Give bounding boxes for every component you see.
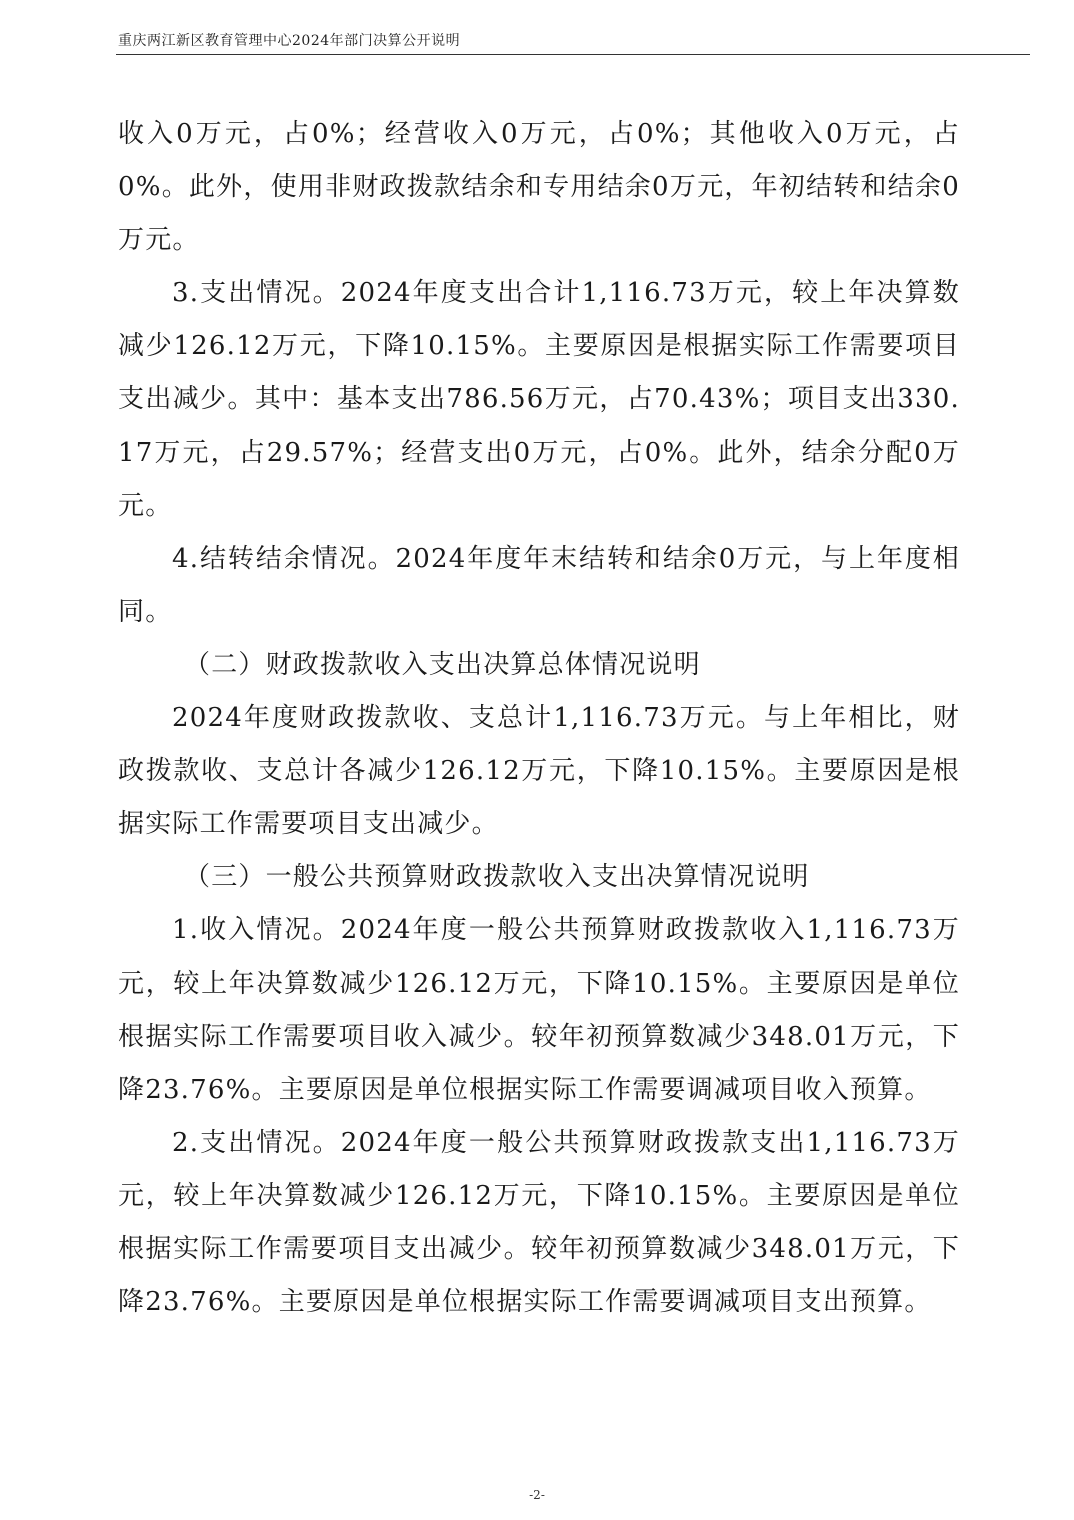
paragraph-fiscal-overall: 2024年度财政拨款收、支总计1,116.73万元。与上年相比，财政拨款收、支总计各减少126.12万元，下降10.15%。主要原因是根据实际工作需要项目支出减少。 bbox=[118, 703, 960, 840]
section-heading-general-budget: （三）一般公共预算财政拨款收入支出决算情况说明 bbox=[184, 862, 810, 893]
paragraph-general-budget-expenditure: 2.支出情况。2024年度一般公共预算财政拨款支出1,116.73万元，较上年决算数减少126.12万元，下降10.15%。主要原因是单位根据实际工作需要项目支出减少。较年初预算数减少348.01万元，下降23.76%。主要原因是单位根据实际工作需要调减项目支出预算。 bbox=[118, 1127, 960, 1318]
section-heading-fiscal-overall: （二）财政拨款收入支出决算总体情况说明 bbox=[184, 649, 701, 680]
paragraph-general-budget-income: 1.收入情况。2024年度一般公共预算财政拨款收入1,116.73万元，较上年决算数减少126.12万元，下降10.15%。主要原因是单位根据实际工作需要项目收入减少。较年初预算数减少348.01万元，下降23.76%。主要原因是单位根据实际工作需要调减项目收入预算。 bbox=[118, 915, 960, 1105]
paragraph-expenditure-situation: 3.支出情况。2024年度支出合计1,116.73万元，较上年决算数减少126.12万元，下降10.15%。主要原因是根据实际工作需要项目支出减少。其中：基本支出786.56万元，占70.43%；项目支出330.17万元，占29.57%；经营支出0万元，占0%。此外，结余分配0万元。 bbox=[118, 278, 960, 521]
paragraph-carryover-situation: 4.结转结余情况。2024年度年末结转和结余0万元，与上年度相同。 bbox=[118, 543, 960, 627]
page-header-title: 重庆两江新区教育管理中心2024年部门决算公开说明 bbox=[118, 33, 461, 49]
paragraph-income-continued: 收入0万元，占0%；经营收入0万元，占0%；其他收入0万元，占0%。此外，使用非财政拨款结余和专用结余0万元，年初结转和结余0万元。 bbox=[118, 119, 960, 256]
page-number: -2- bbox=[529, 1488, 545, 1502]
header-divider bbox=[116, 54, 1030, 55]
document-body bbox=[118, 108, 960, 1329]
